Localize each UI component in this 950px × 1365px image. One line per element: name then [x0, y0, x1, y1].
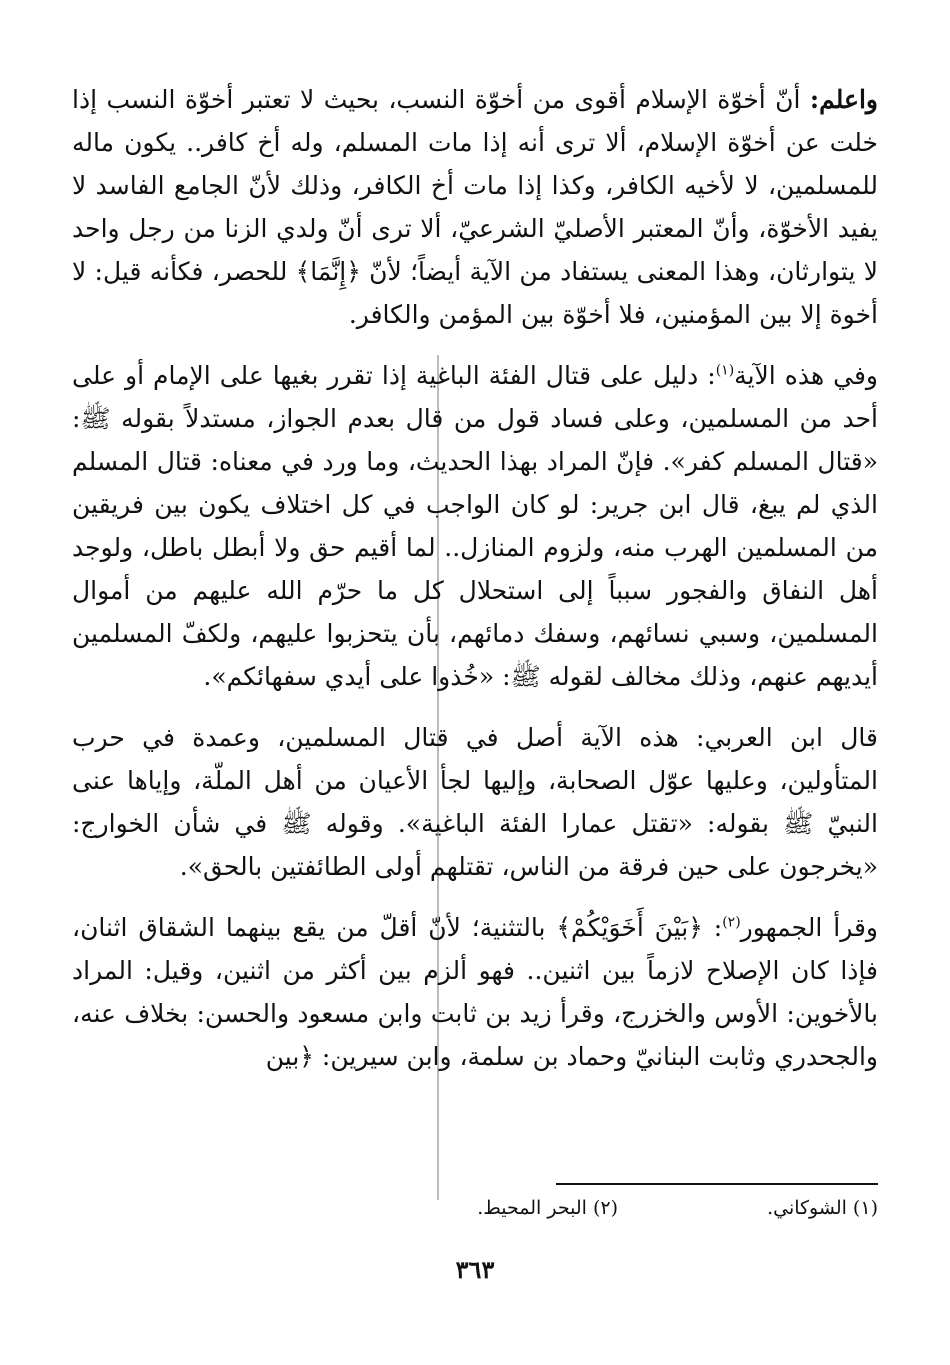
paragraph-opening: وقرأ الجمهور	[740, 913, 879, 942]
paragraph-text: : دليل على قتال الفئة الباغية إذا تقرر بغيها على الإمام أو على أحد من المسلمين، وعلى فساد قول من قال بعدم الجواز، مستدلاً بقوله ﷺ: «قتال المسلم كفر». فإنّ المراد بهذا الحديث، وما ورد في معناه: قتال المسلم الذي لم يبغ، قال ابن جرير: لو كان الواجب في كل اختلاف يكون بين فريقين من المسلمين الهرب منه، ولزوم المنازل.. لما أقيم حق ولا أبطل باطل، ولوجد أهل النفاق والفجور سبباً إلى استحلال كل ما حرّم الله عليهم من أموال المسلمين، وسبي نسائهم، وسفك دمائهم، بأن يتحزبوا عليهم، ولكفّ المسلمين أيديهم عنهم، وذلك مخالف لقوله ﷺ: «خُذوا على أيدي سفهائكم».	[72, 361, 878, 691]
paragraph-brotherhood	[72, 78, 878, 336]
paragraph-lead-word: واعلم:	[809, 85, 878, 114]
page-number: ٣٦٣	[455, 1255, 495, 1284]
footnote-2: (٢) البحر المحيط.	[477, 1197, 618, 1219]
paragraph-readings	[72, 906, 878, 1078]
main-text	[72, 78, 878, 1078]
footnote-separator	[556, 1183, 878, 1185]
paragraph-text: أنّ أخوّة الإسلام أقوى من أخوّة النسب، بحيث لا تعتبر أخوّة النسب إذا خلت عن أخوّة الإسلام، ألا ترى أنه إذا مات المسلم، وله أخ كافر.. يكون ماله للمسلمين، لا لأخيه الكافر، وكذا إذا مات أخ الكافر، وذلك لأنّ الجامع الفاسد لا يفيد الأخوّة، وأنّ المعتبر الأصليّ الشرعيّ، ألا ترى أنّ ولدي الزنا من رجل واحد لا يتوارثان، وهذا المعنى يستفاد من الآية أيضاً؛ لأنّ ﴿إِنَّمَا﴾ للحصر، فكأنه قيل: لا أخوة إلا بين المؤمنين، فلا أخوّة بين المؤمن والكافر.	[72, 85, 878, 329]
paragraph-ibn-al-arabi	[72, 716, 878, 888]
footnote-1: (١) الشوكاني.	[767, 1197, 878, 1219]
footnotes	[72, 1197, 878, 1227]
paragraph-text: : ﴿بَيْنَ أَخَوَيْكُمْ﴾ بالتثنية؛ لأنّ أقلّ من يقع بينهما الشقاق اثنان، فإذا كان الإصلاح لازماً بين اثنين.. فهو ألزم بين أكثر من اثنين، وقيل: المراد بالأخوين: الأوس والخزرج، وقرأ زيد بن ثابت وابن مسعود والحسن: بخلاف عنه، والجحدري وثابت البنانيّ وحماد بن سلمة، وابن سيرين: ﴿بين	[72, 913, 879, 1071]
paragraph-fighting-rebels	[72, 354, 878, 698]
paragraph-opening: وفي هذه الآية	[734, 361, 878, 390]
footnote-marker-2: (٢)	[722, 914, 741, 931]
footnote-marker-1: (١)	[715, 362, 735, 379]
paragraph-text: قال ابن العربي: هذه الآية أصل في قتال المسلمين، وعمدة في حرب المتأولين، وعليها عوّل الصحابة، وإليها لجأ الأعيان من أهل الملّة، وإياها عنى النبيّ ﷺ بقوله: «تقتل عمارا الفئة الباغية». وقوله ﷺ في شأن الخوارج: «يخرجون على حين فرقة من الناس، تقتلهم أولى الطائفتين بالحق».	[72, 723, 878, 881]
